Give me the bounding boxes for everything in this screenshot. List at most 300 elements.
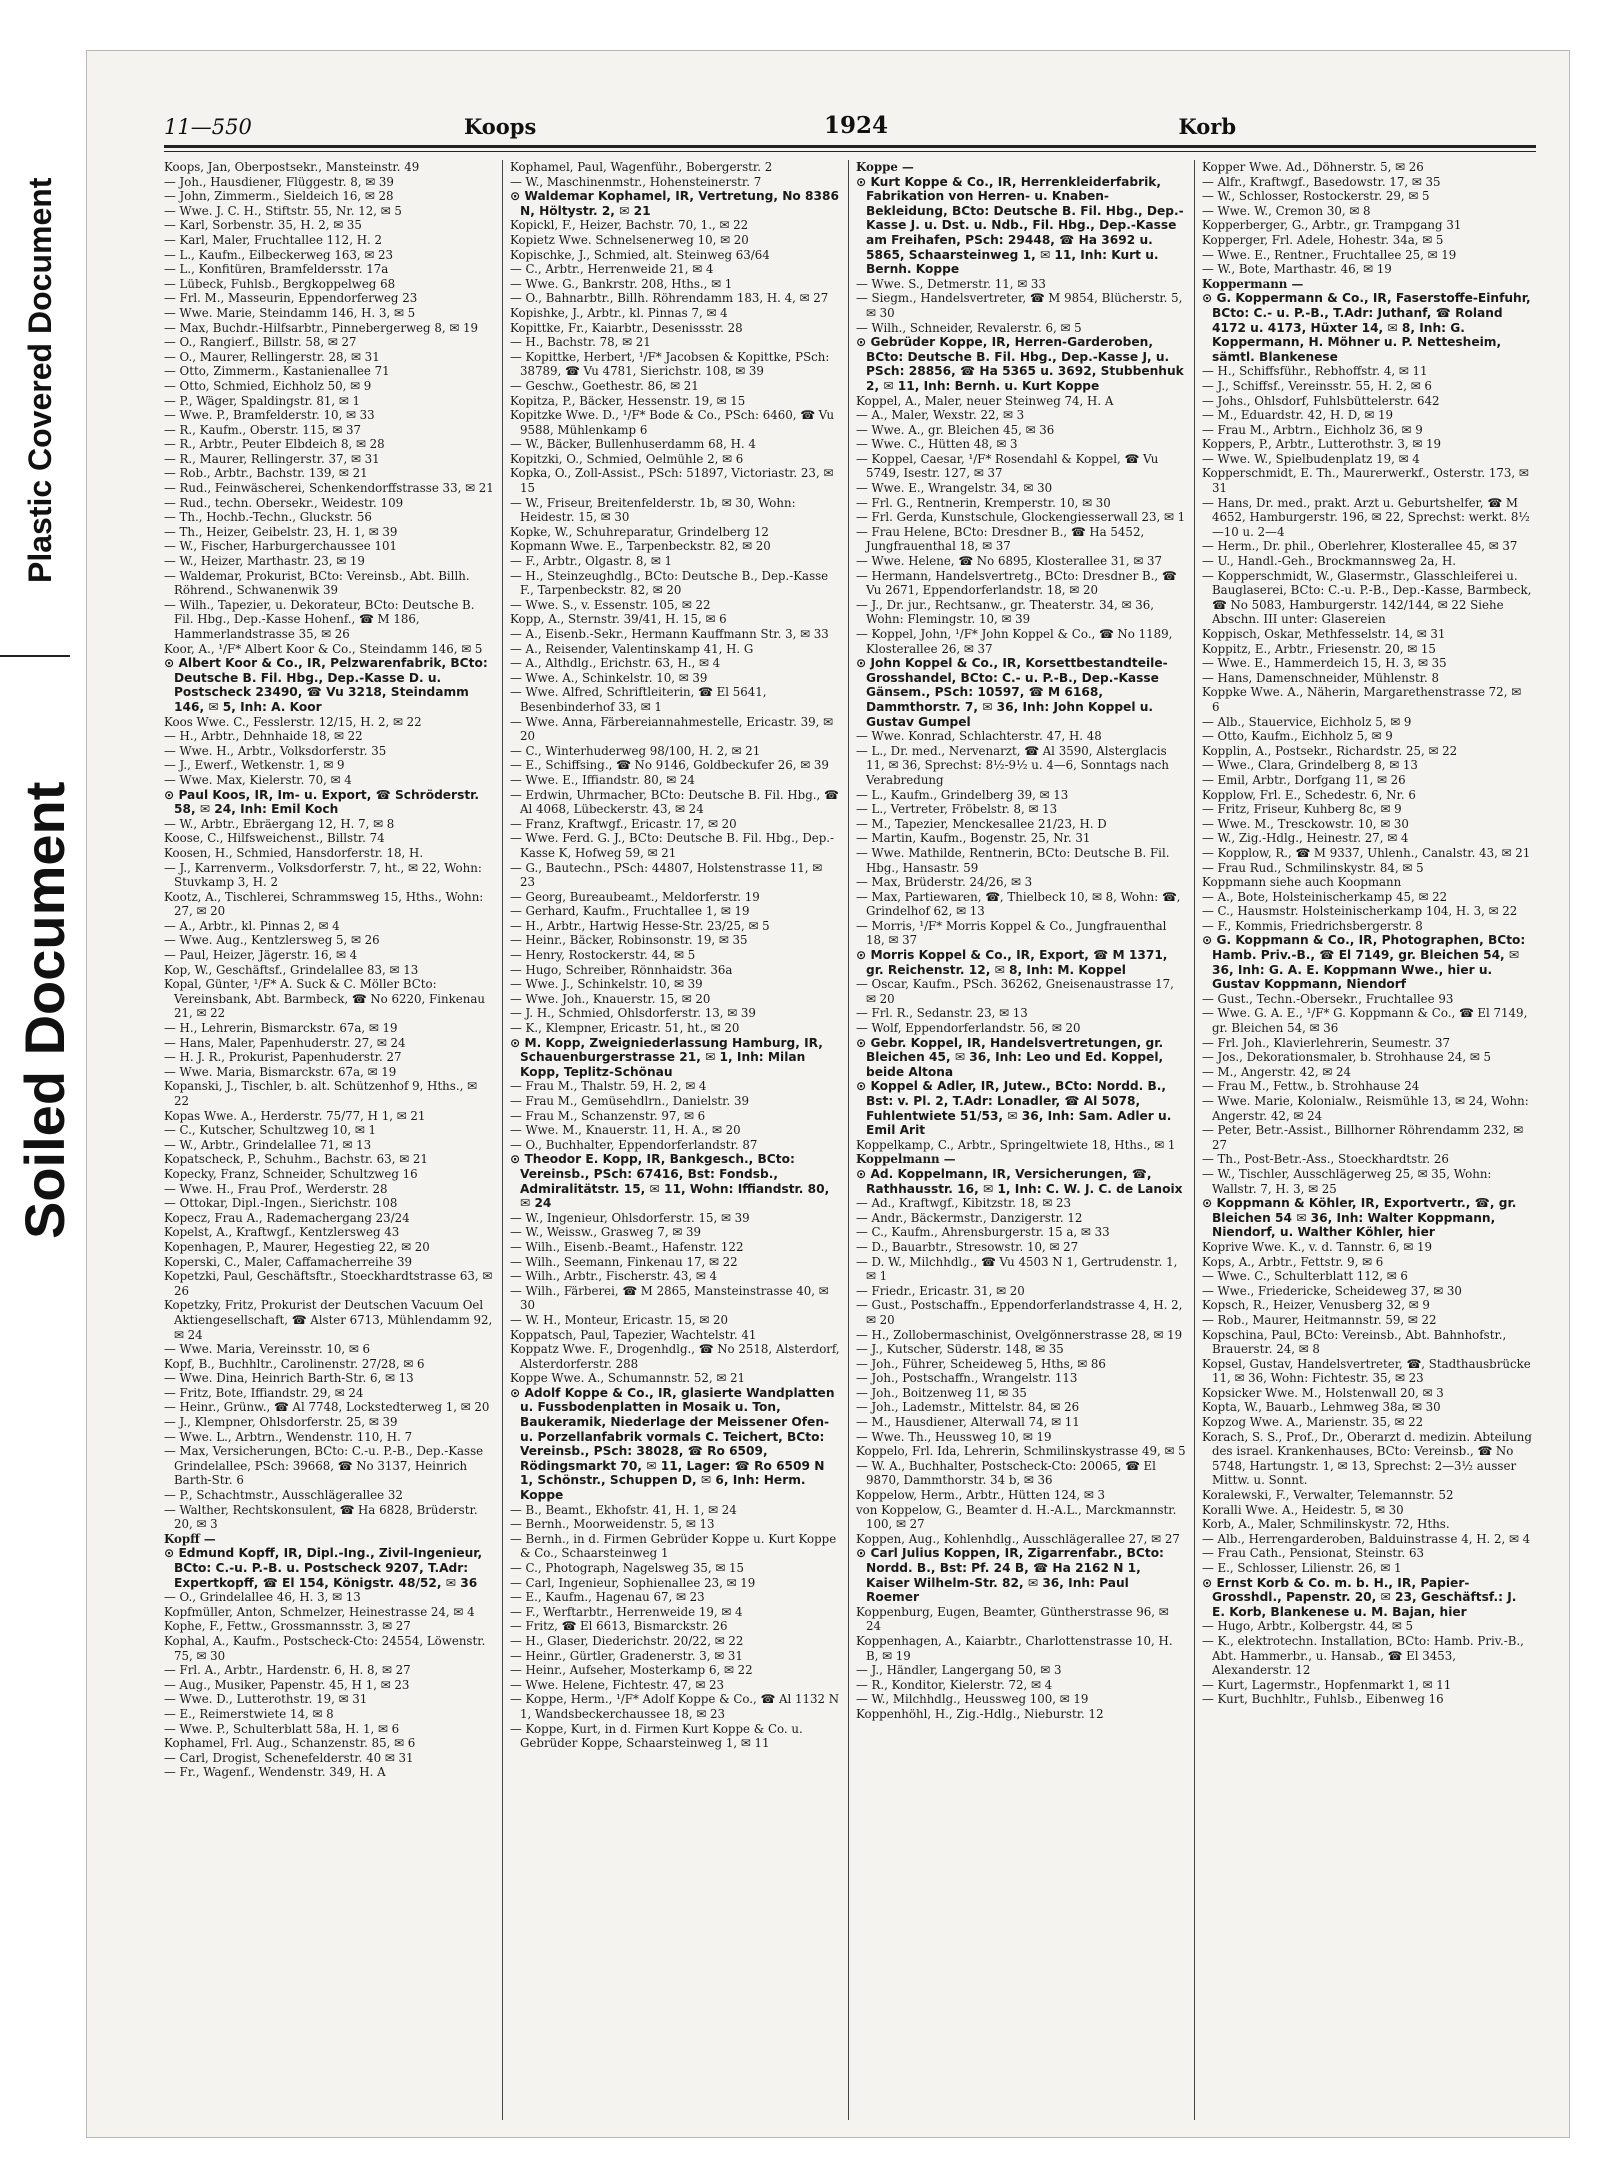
directory-entry: — W., Bote, Marthastr. 46, ✉ 19 [1202,262,1392,277]
directory-entry: — Wilh., Seemann, Finkenau 17, ✉ 22 [510,1254,738,1269]
directory-entry: Koralli Wwe. A., Heidestr. 5, ✉ 30 [1202,1502,1404,1517]
directory-entry: — Ottokar, Dipl.-Ingen., Sierichstr. 108 [164,1196,398,1211]
directory-entry: Kopf, B., Buchhltr., Carolinenstr. 27/28, ✉ 6 [164,1356,425,1371]
directory-entry: — Wwe. J., Schinkelstr. 10, ✉ 39 [510,977,703,992]
directory-entry: — Herm., Dr. phil., Oberlehrer, Klosterallee 45, ✉ 37 [1202,539,1518,554]
directory-entry: Koppmann siehe auch Koopmann [1202,875,1402,890]
directory-entry: — Frau M., Arbtrn., Eichholz 36, ✉ 9 [1202,422,1423,437]
directory-entry: — W. H., Monteur, Ericastr. 15, ✉ 20 [510,1312,729,1327]
directory-entry: — Wilh., Tapezier, u. Dekorateur, BCto: Deutsche B. Fil. Hbg., Dep.-Kasse Hohenf., ☎ M 186, Hammerlandstrasse 35, ✉ 26 [164,597,475,641]
directory-entry: — Koppel, John, ¹/F* John Koppel & Co., ☎ No 1189, Klosterallee 26, ✉ 37 [856,627,1173,656]
directory-entry: — Martin, Kaufm., Bogenstr. 25, Nr. 31 [856,831,1091,846]
directory-entry: — Walther, Rechtskonsulent, ☎ Ha 6828, Brüderstr. 20, ✉ 3 [164,1502,478,1532]
directory-entry: — Morris, ¹/F* Morris Koppel & Co., Jungfrauenthal 18, ✉ 37 [856,918,1167,948]
directory-entry: — M., Hausdiener, Alterwall 74, ✉ 11 [856,1415,1080,1430]
directory-entry: — J., Ewerf., Wetkenstr. 1, ✉ 9 [164,758,345,773]
directory-entry: — Wwe. M., Tresckowstr. 10, ✉ 30 [1202,816,1409,831]
directory-entry: — Paul, Heizer, Jägerstr. 16, ✉ 4 [164,948,358,963]
directory-entry: Kop, W., Geschäftsf., Grindelallee 83, ✉ 13 [164,962,419,977]
directory-entry: — Wwe. C., Schulterblatt 112, ✉ 6 [1202,1269,1408,1284]
directory-entry: — Peter, Betr.-Assist., Billhorner Röhrendamm 232, ✉ 27 [1202,1123,1524,1152]
directory-entry: — Frl. M., Masseurin, Eppendorferweg 23 [164,291,418,306]
directory-entry: Kopickl, F., Heizer, Bachstr. 70, 1., ✉ 22 [510,218,749,233]
directory-entry: — J., Schiffsf., Vereinsstr. 55, H. 2, ✉ 6 [1202,378,1432,393]
directory-entry: — P., Schachtmstr., Ausschlägerallee 32 [164,1488,403,1503]
directory-entry: — Karl, Maler, Fruchtallee 112, H. 2 [164,232,382,247]
directory-entry: ⊙ Gebr. Koppel, IR, Handelsvertretungen, gr. Bleichen 45, ✉ 36, Inh: Leo und Ed. Koppel, beide Altona [856,1035,1164,1079]
directory-entry: — Max, Partiewaren, ☎, Thielbeck 10, ✉ 8, Wohn: ☎, Grindelhof 62, ✉ 13 [856,889,1181,919]
directory-entry: — Bernh., in d. Firmen Gebrüder Koppe u. Kurt Koppe & Co., Schaarsteinweg 1 [510,1531,837,1561]
directory-entry: — L., Kaufm., Grindelberg 39, ✉ 13 [856,787,1069,802]
header-rule [164,151,1536,152]
directory-entry: Kopfmüller, Anton, Schmelzer, Heinestrasse 24, ✉ 4 [164,1604,475,1619]
directory-entry: — Wwe. Th., Heussweg 10, ✉ 19 [856,1429,1052,1444]
directory-entry: — Wwe. Helene, Fichtestr. 47, ✉ 23 [510,1677,725,1692]
directory-entry: — Georg, Bureaubeamt., Meldorferstr. 19 [510,889,760,904]
sidebar-divider [0,655,70,657]
directory-entry: — Frl. Gerda, Kunstschule, Glockengiesserwall 23, ✉ 1 [856,510,1186,525]
directory-entry: Kophe, F., Fettw., Grossmannsstr. 3, ✉ 27 [164,1619,411,1634]
directory-entry: — W., Arbtr., Grindelallee 71, ✉ 13 [164,1137,372,1152]
directory-entry: Kopp, A., Sternstr. 39/41, H. 15, ✉ 6 [510,612,727,627]
directory-entry: — Wwe. Helene, ☎ No 6895, Klosterallee 31, ✉ 37 [856,554,1163,569]
directory-entry: Kopitzke Wwe. D., ¹/F* Bode & Co., PSch: 6460, ☎ Vu 9588, Mühlenkamp 6 [510,408,835,437]
directory-entry: — Rob., Maurer, Heitmannstr. 59, ✉ 22 [1202,1312,1437,1327]
directory-entry: — A., Maler, Wexstr. 22, ✉ 3 [856,408,1025,423]
directory-entry: ⊙ Kurt Koppe & Co., IR, Herrenkleiderfabrik, Fabrikation von Herren- u. Knaben-Bekleidung, BCto: Deutsche B. Fil. Hbg., Dep.-Kasse J. u. Dst. u. Ndb., Fil. Hbg., Dep.-Kasse am Freihafen, PSch: 29448, ☎ Ha 3692 u. 5865, Schaarsteinweg 1, ✉ 11, Inh: Kurt u. Bernh. Koppe [856,174,1184,277]
directory-entry: — H., Zollobermaschinist, Ovelgönnerstrasse 28, ✉ 19 [856,1327,1183,1342]
directory-entry: — Hans, Dr. med., prakt. Arzt u. Geburtshelfer, ☎ M 4652, Hamburgerstr. 196, ✉ 22, Sprechst: werkt. 8½—10 u. 2—4 [1202,495,1530,539]
directory-entry: Koperski, C., Maler, Caffamacherreihe 39 [164,1254,413,1269]
directory-entry: — Wwe. Marie, Kolonialw., Reismühle 13, ✉ 24, Wohn: Angerstr. 42, ✉ 24 [1202,1094,1529,1123]
directory-entry: — O., Rangierf., Billstr. 58, ✉ 27 [164,335,357,350]
directory-entry: — O., Bahnarbtr., Billh. Röhrendamm 183, H. 4, ✉ 27 [510,291,829,306]
directory-entry: — Wilh., Arbtr., Fischerstr. 43, ✉ 4 [510,1269,718,1284]
directory-entry: Kopelst, A., Kraftwgf., Kentzlersweg 43 [164,1225,400,1240]
directory-entry: — Wwe. W., Cremon 30, ✉ 8 [1202,203,1371,218]
directory-entry: — Wwe. J. C. H., Stiftstr. 55, Nr. 12, ✉ 5 [164,203,402,218]
column-divider [848,160,849,2120]
directory-entry: — Wolf, Eppendorferlandstr. 56, ✉ 20 [856,1021,1081,1036]
directory-entry: — A., Althdlg., Erichstr. 63, H., ✉ 4 [510,656,721,671]
directory-entry: Kopper Wwe. Ad., Döhnerstr. 5, ✉ 26 [1202,160,1424,174]
directory-entry: ⊙ Waldemar Kophamel, IR, Vertretung, No 8386 N, Höltystr. 2, ✉ 21 [510,189,839,218]
directory-entry: — Rud., Feinwäscherei, Schenkendorffstrasse 33, ✉ 21 [164,481,494,496]
directory-entry: Koosen, H., Schmied, Hansdorferstr. 18, H. [164,845,424,860]
directory-entry: ⊙ Morris Koppel & Co., IR, Export, ☎ M 1371, gr. Reichenstr. 12, ✉ 8, Inh: M. Koppel [856,948,1168,977]
directory-entry: — Otto, Schmied, Eichholz 50, ✉ 9 [164,378,372,393]
last-entry-word: Korb [1178,114,1236,139]
directory-entry: — Friedr., Ericastr. 31, ✉ 20 [856,1283,1025,1298]
soiled-document-label: Soiled Document [13,781,76,1239]
directory-entry: ⊙ Edmund Kopff, IR, Dipl.-Ing., Zivil-Ingenieur, BCto: C.-u. P.-B. u. Postscheck 9207, T.Adr: Expertkopff, ☎ El 154, Königstr. 48/52, ✉ 36 [164,1546,483,1590]
directory-entry: Koppe — [856,160,914,174]
directory-entry: — Wwe. E., Rentner., Fruchtallee 25, ✉ 19 [1202,247,1457,262]
directory-entry: — J., Kutscher, Süderstr. 148, ✉ 35 [856,1342,1064,1357]
directory-columns [164,160,1536,2130]
directory-entry: — Emil, Arbtr., Dorfgang 11, ✉ 26 [1202,772,1406,787]
directory-entry: Koppenhöhl, H., Zig.-Hdlg., Nieburstr. 12 [856,1706,1104,1721]
directory-entry: — Hans, Damenschneider, Mühlenstr. 8 [1202,670,1440,685]
directory-entry: — Wwe. Aug., Kentzlersweg 5, ✉ 26 [164,933,380,948]
directory-entry: — Heinr., Gürtler, Gradenerstr. 3, ✉ 31 [510,1648,743,1663]
directory-entry: — Wilh., Schneider, Revalerstr. 6, ✉ 5 [856,320,1082,335]
directory-entry: Kopta, W., Bauarb., Lehmweg 38a, ✉ 30 [1202,1400,1441,1415]
directory-entry: — R., Konditor, Kielerstr. 72, ✉ 4 [856,1677,1053,1692]
directory-entry: Koppel, A., Maler, neuer Steinweg 74, H. A [856,393,1114,408]
column-3 [856,160,1186,2120]
directory-entry: — C., Winterhuderweg 98/100, H. 2, ✉ 21 [510,743,761,758]
directory-entry: — Heinr., Bäcker, Robinsonstr. 19, ✉ 35 [510,933,748,948]
directory-entry: — W., Schlosser, Rostockerstr. 29, ✉ 5 [1202,189,1430,204]
directory-entry: Kopplow, Frl. E., Schedestr. 6, Nr. 6 [1202,787,1416,802]
directory-entry: — Koppel, Caesar, ¹/F* Rosendahl & Koppel, ☎ Vu 5749, Isestr. 127, ✉ 37 [856,451,1159,481]
directory-entry: ⊙ Koppmann & Köhler, IR, Exportvertr., ☎, gr. Bleichen 54 ✉ 36, Inh: Walter Koppmann, Niendorf, u. Walther Köhler, hier [1202,1196,1517,1240]
directory-entry: — Th., Post-Betr.-Ass., Stoeckhardtstr. 26 [1202,1152,1449,1167]
directory-entry: Koppatz Wwe. F., Drogenhdlg., ☎ No 2518, Alsterdorf, Alsterdorferstr. 288 [510,1342,840,1371]
directory-entry: — Wwe. Joh., Knauerstr. 15, ✉ 20 [510,991,711,1006]
directory-entry: — Max, Brüderstr. 24/26, ✉ 3 [856,875,1033,890]
directory-entry: Kophamel, Paul, Wagenführ., Bobergerstr. 2 [510,160,773,174]
directory-entry: Koppermann — [1202,276,1304,291]
directory-entry: — Franz, Kraftwgf., Ericastr. 17, ✉ 20 [510,816,737,831]
directory-entry: — A., Bote, Holsteinischerkamp 45, ✉ 22 [1202,889,1448,904]
directory-entry: — Wwe. Alfred, Schriftleiterin, ☎ El 5641, Besenbinderhof 33, ✉ 1 [510,685,767,714]
directory-entry: — Wwe. H., Frau Prof., Werderstr. 28 [164,1181,388,1196]
directory-entry: — Rob., Arbtr., Bachstr. 139, ✉ 21 [164,466,368,481]
directory-entry: — Fr., Wagenf., Wendenstr. 349, H. A [164,1765,386,1780]
directory-entry: — E., Schlosser, Lilienstr. 26, ✉ 1 [1202,1561,1402,1575]
directory-entry: — H., Glaser, Diederichstr. 20/22, ✉ 22 [510,1633,744,1648]
directory-entry: ⊙ Theodor E. Kopp, IR, Bankgesch., BCto: Vereinsb., PSch: 67416, Bst: Fondsb., Admiralitätstr. 15, ✉ 11, Wohn: Iffiandstr. 80, ✉ 24 [510,1152,830,1211]
directory-entry: — Kurt, Buchhltr., Fuhlsb., Eibenweg 16 [1202,1692,1444,1707]
directory-entry: — Wwe. Dina, Heinrich Barth-Str. 6, ✉ 13 [164,1371,414,1386]
directory-entry: Korach, S. S., Prof., Dr., Oberarzt d. medizin. Abteilung des israel. Krankenhauses, BCto: Vereinsb., ☎ No 5748, Hartungstr. 1, ✉ 13, Sprechst: 2—3½ ausser Mittw. u. Sonnt. [1202,1429,1532,1488]
directory-entry: — L., Vertreter, Fröbelstr. 8, ✉ 13 [856,802,1058,817]
directory-entry: — Aug., Musiker, Papenstr. 45, H 1, ✉ 23 [164,1677,410,1692]
directory-entry: — Frl. G., Rentnerin, Kremperstr. 10, ✉ 30 [856,495,1111,510]
directory-entry: — Kopperschmidt, W., Glasermstr., Glasschleiferei u. Bauglaserei, BCto: C.-u. P.-B., Dep.-Kasse, Barmbeck, ☎ No 5083, Hamburgerstr. 142/144, ✉ 22 Siehe Abschn. III unter: Glasereien [1202,568,1532,627]
directory-entry: — W., Ingenieur, Ohlsdorferstr. 15, ✉ 39 [510,1210,750,1225]
directory-entry: — O., Maurer, Rellingerstr. 28, ✉ 31 [164,349,380,364]
directory-entry: Koppelmann — [856,1152,956,1167]
directory-entry: — W., Arbtr., Ebräergang 12, H. 7, ✉ 8 [164,816,395,831]
directory-entry: — Frl. A., Arbtr., Hardenstr. 6, H. 8, ✉ 27 [164,1663,411,1678]
directory-entry: — Frau Cath., Pensionat, Steinstr. 63 [1202,1546,1425,1561]
directory-entry: Koppelkamp, C., Arbtr., Springeltwiete 18, Hths., ✉ 1 [856,1137,1176,1152]
directory-entry: ⊙ G. Koppmann & Co., IR, Photographen, BCto: Hamb. Priv.-B., ☎ El 7149, gr. Bleichen 54, ✉ 36, Inh: G. A. E. Koppmann Wwe., hier u. Gustav Koppmann, Niendorf [1202,933,1526,992]
directory-entry: — Joh., Postschaffn., Wrangelstr. 113 [856,1371,1078,1386]
directory-year: 1924 [824,112,889,139]
directory-entry: — L., Konfitüren, Bramfeldersstr. 17a [164,262,389,277]
directory-entry: ⊙ John Koppel & Co., IR, Korsettbestandteile-Grosshandel, BCto: C.- u. P.-B., Dep.-Kasse Gänsem., PSch: 10597, ☎ M 6168, Dammthorstr. 7, ✉ 36, Inh: John Koppel u. Gustav Gumpel [856,656,1168,729]
directory-entry: — C., Kutscher, Schultzweg 10, ✉ 1 [164,1123,377,1138]
directory-entry: — Wwe. P., Schulterblatt 58a, H. 1, ✉ 6 [164,1721,400,1736]
directory-entry: Korb, A., Maler, Schmilinskystr. 72, Hths. [1202,1517,1450,1532]
directory-entry: Kopecz, Frau A., Rademachergang 23/24 [164,1210,410,1225]
directory-entry: — C., Photograph, Nagelsweg 35, ✉ 15 [510,1561,745,1575]
directory-entry: — Rud., techn. Obersekr., Weidestr. 109 [164,495,404,510]
directory-entry: — Frl. R., Sedanstr. 23, ✉ 13 [856,1006,1028,1021]
directory-entry: — Wwe. Marie, Steindamm 146, H. 3, ✉ 5 [164,305,416,320]
directory-entry: — Heinr., Grünw., ☎ Al 7748, Lockstedterweg 1, ✉ 20 [164,1400,490,1415]
directory-entry: — Gust., Techn.-Obersekr., Fruchtallee 93 [1202,991,1454,1006]
directory-entry: Koppisch, Oskar, Methfesselstr. 14, ✉ 31 [1202,627,1446,641]
directory-entry: — Gerhard, Kaufm., Fruchtallee 1, ✉ 19 [510,904,750,919]
directory-entry: — Wwe., Friedericke, Scheideweg 37, ✉ 30 [1202,1283,1462,1298]
directory-entry: — M., Eduardstr. 42, H. D, ✉ 19 [1202,408,1393,423]
directory-entry: — Wwe. L., Arbtrn., Wendenstr. 110, H. 7 [164,1429,413,1444]
directory-entry: — Wwe. D., Lutterothstr. 19, ✉ 31 [164,1692,368,1707]
directory-entry: — Hugo, Schreiber, Rönnhaidstr. 36a [510,962,733,977]
page-number: 11—550 [164,115,252,139]
directory-entry: — Wwe. Maria, Bismarckstr. 67a, ✉ 19 [164,1064,397,1079]
directory-entry: Koppers, P., Arbtr., Lutterothstr. 3, ✉ 19 [1202,437,1441,452]
directory-entry: — Th., Hochb.-Techn., Gluckstr. 56 [164,510,372,525]
directory-entry: — H., Schiffsführ., Rebhoffstr. 4, ✉ 11 [1202,364,1428,379]
directory-entry: — J., Karrenverm., Volksdorferstr. 7, ht., ✉ 22, Wohn: Stuvkamp 3, H. 2 [164,860,482,890]
directory-entry: Kopanski, J., Tischler, b. alt. Schützenhof 9, Hths., ✉ 22 [164,1079,477,1108]
directory-entry: Kopecky, Franz, Schneider, Schultzweg 16 [164,1166,418,1181]
directory-entry: Kopas Wwe. A., Herderstr. 75/77, H 1, ✉ 21 [164,1108,426,1123]
directory-entry: — Wwe. W., Spielbudenplatz 19, ✉ 4 [1202,451,1420,466]
directory-entry: — K., Klempner, Ericastr. 51, ht., ✉ 20 [510,1021,740,1036]
directory-entry: — Hugo, Arbtr., Kolbergstr. 44, ✉ 5 [1202,1619,1414,1634]
directory-entry: — W., Zig.-Hdlg., Heinestr. 27, ✉ 4 [1202,831,1409,846]
directory-entry: — W., Weissw., Grasweg 7, ✉ 39 [510,1225,702,1240]
directory-entry: — Johs., Ohlsdorf, Fuhlsbüttelerstr. 642 [1202,393,1440,408]
directory-entry: — Heinr., Aufseher, Mosterkamp 6, ✉ 22 [510,1663,753,1678]
directory-entry: — W. A., Buchhalter, Postscheck-Cto: 20065, ☎ El 9870, Dammthorstr. 34 b, ✉ 36 [856,1458,1156,1488]
directory-entry: — C., Arbtr., Herrenweide 21, ✉ 4 [510,262,714,277]
directory-entry: Kopsel, Gustav, Handelsvertreter, ☎, Stadthausbrücke 11, ✉ 36, Wohn: Fichtestr. 35, ✉ 23 [1202,1356,1531,1386]
directory-entry: — Otto, Zimmerm., Kastanienallee 71 [164,364,390,379]
directory-entry: — Wwe. E., Hammerdeich 15, H. 3, ✉ 35 [1202,656,1447,671]
column-1 [164,160,494,2120]
directory-entry: — E., Kaufm., Hagenau 67, ✉ 23 [510,1590,705,1605]
directory-entry: — L., Kaufm., Eilbeckerweg 163, ✉ 23 [164,247,393,262]
directory-entry: — Wwe. H., Arbtr., Volksdorferstr. 35 [164,743,387,758]
directory-entry: — R., Maurer, Rellingerstr. 37, ✉ 31 [164,451,380,466]
directory-entry: — W., Milchhdlg., Heussweg 100, ✉ 19 [856,1692,1089,1707]
directory-entry: — Jos., Dekorationsmaler, b. Strohhause 24, ✉ 5 [1202,1050,1492,1065]
directory-entry: — A., Reisender, Valentinskamp 41, H. G [510,641,754,656]
directory-entry: — Fritz, Bote, Iffiandstr. 29, ✉ 24 [164,1385,364,1400]
column-4 [1202,160,1532,2120]
directory-entry: ⊙ Adolf Koppe & Co., IR, glasierte Wandplatten u. Fussbodenplatten in Mosaik u. Ton, Baukeramik, Niederlage der Meissener Ofen- u. Porzellanfabrik vormals C. Teichert, BCto: Vereinsb., PSch: 38028, ☎ Ro 6509, Rödingsmarkt 70, ✉ 11, Lager: ☎ Ro 6509 N 1, Schönstr., Schuppen D, ✉ 6, Inh: Herm. Koppe [510,1385,835,1503]
directory-entry: — Kopplow, R., ☎ M 9337, Uhlenh., Canalstr. 43, ✉ 21 [1202,845,1531,860]
directory-entry: — A., Arbtr., kl. Pinnas 2, ✉ 4 [164,918,340,933]
directory-entry: Kopperschmidt, E. Th., Maurerwerkf., Osterstr. 173, ✉ 31 [1202,466,1529,496]
directory-entry: Koppe Wwe. A., Schumannstr. 52, ✉ 21 [510,1371,745,1386]
directory-entry: Koppelow, Herm., Arbtr., Hütten 124, ✉ 3 [856,1488,1105,1503]
directory-entry: Koops, Jan, Oberpostsekr., Mansteinstr. 49 [164,160,420,174]
directory-entry: — Wwe. G. A. E., ¹/F* G. Koppmann & Co., ☎ El 7149, gr. Bleichen 54, ✉ 36 [1202,1006,1528,1036]
directory-entry: — Otto, Kaufm., Eichholz 5, ✉ 9 [1202,729,1393,744]
directory-entry: Kopatscheck, P., Schuhm., Bachstr. 63, ✉ 21 [164,1152,428,1167]
directory-entry: — Koppe, Kurt, in d. Firmen Kurt Koppe & Co. u. Gebrüder Koppe, Schaarsteinweg 1, ✉ 11 [510,1721,803,1751]
directory-entry: — Wwe. M., Knauerstr. 11, H. A., ✉ 20 [510,1123,741,1138]
directory-entry: — Lübeck, Fuhlsb., Bergkoppelweg 68 [164,276,396,291]
directory-entry: — B., Beamt., Ekhofstr. 41, H. 1, ✉ 24 [510,1502,737,1517]
scan-right-margin [1570,50,1600,2138]
directory-entry: Kopplin, A., Postsekr., Richardstr. 25, ✉ 22 [1202,743,1458,758]
directory-entry: — M., Tapezier, Menckesallee 21/23, H. D [856,816,1107,831]
directory-entry: — Waldemar, Prokurist, BCto: Vereinsb., Abt. Billh. Röhrend., Schwanenwik 39 [164,568,470,598]
directory-entry: Kopietz Wwe. Schnelsenerweg 10, ✉ 20 [510,232,749,247]
directory-entry: Kopzog Wwe. A., Marienstr. 35, ✉ 22 [1202,1415,1424,1430]
directory-entry: — W., Fischer, Harburgerchaussee 101 [164,539,397,554]
directory-entry: Kopmann Wwe. E., Tarpenbeckstr. 82, ✉ 20 [510,539,771,554]
directory-entry: ⊙ M. Kopp, Zweigniederlassung Hamburg, IR, Schauenburgerstrasse 21, ✉ 1, Inh: Milan Kopp, Teplitz-Schönau [510,1035,823,1079]
directory-entry: — Wwe., Clara, Grindelberg 8, ✉ 13 [1202,758,1418,773]
directory-entry: Kopschina, Paul, BCto: Vereinsb., Abt. Bahnhofstr., Brauerstr. 24, ✉ 8 [1202,1327,1507,1357]
directory-entry: — Wwe. Max, Kielerstr. 70, ✉ 4 [164,772,352,787]
directory-entry: — Carl, Drogist, Schenefelderstr. 40 ✉ 31 [164,1750,414,1765]
directory-entry: Kopishke, J., Arbtr., kl. Pinnas 7, ✉ 4 [510,305,728,320]
directory-entry: — O., Grindelallee 46, H. 3, ✉ 13 [164,1590,361,1605]
directory-entry: — Wwe. Mathilde, Rentnerin, BCto: Deutsche B. Fil. Hbg., Hansastr. 59 [856,845,1170,875]
directory-entry: — Ad., Kraftwgf., Kibitzstr. 18, ✉ 23 [856,1196,1071,1211]
directory-entry: Koprive Wwe. K., v. d. Tannstr. 6, ✉ 19 [1202,1239,1433,1254]
directory-entry: Koppelo, Frl. Ida, Lehrerin, Schmilinskystrasse 49, ✉ 5 [856,1444,1186,1459]
directory-entry: Kopetzky, Fritz, Prokurist der Deutschen Vacuum Oel Aktiengesellschaft, ☎ Alster 6713, Mühlendamm 92, ✉ 24 [164,1298,493,1342]
directory-entry: — Th., Heizer, Geibelstr. 23, H. 1, ✉ 39 [164,524,398,539]
directory-entry: Kopischke, J., Schmied, alt. Steinweg 63/64 [510,247,770,262]
directory-entry: Koppen, Aug., Kohlenhdlg., Ausschlägerallee 27, ✉ 27 [856,1531,1180,1546]
directory-entry: — Wwe. A., gr. Bleichen 45, ✉ 36 [856,422,1055,437]
directory-entry: — H., Steinzeughdlg., BCto: Deutsche B., Dep.-Kasse F., Tarpenbeckstr. 82, ✉ 20 [510,568,829,598]
directory-entry: Kopperberger, G., Arbtr., gr. Trampgang 31 [1202,218,1462,233]
directory-entry: — Kurt, Lagermstr., Hopfenmarkt 1, ✉ 11 [1202,1677,1452,1692]
directory-entry: — Wwe. C., Hütten 48, ✉ 3 [856,437,1018,452]
directory-entry: — Bernh., Moorweidenstr. 5, ✉ 13 [510,1517,715,1532]
directory-entry: — G., Bautechn., PSch: 44807, Holstenstrasse 11, ✉ 23 [510,860,823,890]
column-2 [510,160,840,2120]
directory-entry: — Oscar, Kaufm., PSch. 36262, Gneisenaustrasse 17, ✉ 20 [856,977,1174,1006]
directory-entry: — Wwe. G., Bankrstr. 208, Hths., ✉ 1 [510,276,733,291]
directory-entry: — Frl. Joh., Klavierlehrerin, Seumestr. 37 [1202,1035,1450,1050]
directory-entry: — Joh., Lademstr., Mittelstr. 84, ✉ 26 [856,1400,1080,1415]
directory-entry: ⊙ Carl Julius Koppen, IR, Zigarrenfabr., BCto: Nordd. B., Bst: Pf. 24 B, ☎ Ha 2162 N 1, Kaiser Wilhelm-Str. 82, ✉ 36, Inh: Paul Roemer [856,1546,1164,1605]
directory-entry: Koppke Wwe. A., Näherin, Margarethenstrasse 72, ✉ 6 [1202,685,1522,714]
directory-entry: — W., Maschinenmstr., Hohensteinerstr. 7 [510,174,762,189]
directory-entry: — Wwe. P., Bramfelderstr. 10, ✉ 33 [164,408,375,423]
directory-entry: — Fritz, Friseur, Kuhberg 8c, ✉ 9 [1202,802,1402,817]
directory-entry: — A., Eisenb.-Sekr., Hermann Kauffmann Str. 3, ✉ 33 [510,627,829,641]
directory-entry: — J., Klempner, Ohlsdorferstr. 25, ✉ 39 [164,1415,398,1430]
first-entry-word: Koops [464,114,537,139]
directory-entry: Koppenhagen, A., Kaiarbtr., Charlottenstrasse 10, H. B, ✉ 19 [856,1633,1173,1663]
directory-entry: — C., Kaufm., Ahrensburgerstr. 15 a, ✉ 33 [856,1225,1110,1240]
directory-entry: ⊙ Ad. Koppelmann, IR, Versicherungen, ☎, Rathhausstr. 16, ✉ 1, Inh: C. W. J. C. de Lanoix [856,1166,1183,1196]
directory-entry: — Frau M., Schanzenstr. 97, ✉ 6 [510,1108,706,1123]
directory-entry: — Hans, Maler, Papenhuderstr. 27, ✉ 24 [164,1035,406,1050]
directory-entry: Kopenhagen, P., Maurer, Hegestieg 22, ✉ 20 [164,1239,430,1254]
directory-entry: — W., Friseur, Breitenfelderstr. 1b, ✉ 30, Wohn: Heidestr. 15, ✉ 30 [510,495,796,525]
directory-entry: — E., Schiffsing., ☎ No 9146, Goldbeckufer 26, ✉ 39 [510,758,829,773]
directory-entry: — Joh., Hausdiener, Flüggestr. 8, ✉ 39 [164,174,394,189]
directory-entry: — Wwe. Konrad, Schlachterstr. 47, H. 48 [856,729,1102,744]
directory-entry: Koppatsch, Paul, Tapezier, Wachtelstr. 41 [510,1327,757,1342]
directory-entry: Kopitzki, O., Schmied, Oelmühle 2, ✉ 6 [510,451,744,466]
directory-entry: — H., Bachstr. 78, ✉ 21 [510,335,651,350]
directory-entry: — Frau Helene, BCto: Dresdner B., ☎ Ha 5452, Jungfrauenthal 18, ✉ 37 [856,524,1145,554]
directory-entry: Kopperger, Frl. Adele, Hohestr. 34a, ✉ 5 [1202,232,1444,247]
directory-entry: Koos Wwe. C., Fesslerstr. 12/15, H. 2, ✉ 22 [164,714,422,729]
directory-entry: — Geschw., Goethestr. 86, ✉ 21 [510,378,699,393]
directory-entry: — Wwe. S., v. Essenstr. 105, ✉ 22 [510,597,711,612]
directory-entry: Kopke, W., Schuhreparatur, Grindelberg 12 [510,524,769,539]
directory-entry: — Fritz, ☎ El 6613, Bismarckstr. 26 [510,1619,728,1634]
directory-entry: — Siegm., Handelsvertreter, ☎ M 9854, Blücherstr. 5, ✉ 30 [856,291,1183,320]
directory-entry: Koppitz, E., Arbtr., Friesenstr. 20, ✉ 15 [1202,641,1436,656]
column-divider [502,160,503,2120]
directory-entry: Koor, A., ¹/F* Albert Koor & Co., Steindamm 146, ✉ 5 [164,641,483,656]
directory-entry: — W., Tischler, Ausschlägerweg 25, ✉ 35, Wohn: Wallstr. 7, H. 3, ✉ 25 [1202,1166,1492,1196]
directory-entry: — Wwe. Maria, Vereinsstr. 10, ✉ 6 [164,1342,371,1357]
directory-entry: Kopsicker Wwe. M., Holstenwall 20, ✉ 3 [1202,1385,1444,1400]
directory-entry: — E., Reimerstwiete 14, ✉ 8 [164,1706,334,1721]
directory-entry: — D. W., Milchhdlg., ☎ Vu 4503 N 1, Gertrudenstr. 1, ✉ 1 [856,1254,1178,1284]
directory-entry: — Henry, Rostockerstr. 44, ✉ 5 [510,948,696,963]
directory-entry: ⊙ Ernst Korb & Co. m. b. H., IR, Papier-Grosshdl., Papenstr. 20, ✉ 23, Geschäftsf.: J. E. Korb, Blankenese u. M. Bajan, hier [1202,1575,1517,1619]
directory-entry: von Koppelow, G., Beamter d. H.-A.L., Marckmannstr. 100, ✉ 27 [856,1502,1177,1532]
directory-entry: — Wwe. E., Iffiandstr. 80, ✉ 24 [510,772,695,787]
directory-entry: — Frau M., Gemüsehdlrn., Danielstr. 39 [510,1094,749,1108]
directory-entry: Koose, C., Hilfsweichenst., Billstr. 74 [164,831,385,846]
directory-entry: — Joh., Boitzenweg 11, ✉ 35 [856,1385,1027,1400]
directory-entry: — Joh., Führer, Scheideweg 5, Hths, ✉ 86 [856,1356,1106,1371]
directory-entry: — H., Lehrerin, Bismarckstr. 67a, ✉ 19 [164,1021,398,1036]
page-header [164,108,1536,148]
directory-entry: — O., Buchhalter, Eppendorferlandstr. 87 [510,1137,758,1152]
directory-entry: — Hermann, Handelsvertretg., BCto: Dresdner B., ☎ Vu 2671, Eppendorferlandstr. 18, ✉ 20 [856,568,1177,598]
directory-entry: — Alfr., Kraftwgf., Basedowstr. 17, ✉ 35 [1202,174,1441,189]
directory-entry: — J., Händler, Langergang 50, ✉ 3 [856,1663,1062,1678]
directory-entry: — C., Hausmstr. Holsteinischerkamp 104, H. 3, ✉ 22 [1202,904,1518,919]
directory-entry: ⊙ Gebrüder Koppe, IR, Herren-Garderoben, BCto: Deutsche B. Fil. Hbg., Dep.-Kasse J, u. PSch: 28856, ☎ Ha 5365 u. 3692, Stubbenhuk 2, ✉ 11, Inh: Bernh. u. Kurt Koppe [856,335,1184,393]
directory-entry: — W., Heizer, Marthastr. 23, ✉ 19 [164,554,365,569]
directory-entry: — Carl, Ingenieur, Sophienallee 23, ✉ 19 [510,1575,756,1590]
directory-entry: ⊙ Koppel & Adler, IR, Jutew., BCto: Nordd. B., Bst: v. Pl. 2, T.Adr: Lonadler, ☎ Al 5078, Fuhlentwiete 51/53, ✉ 36, Inh: Sam. Adler u. Emil Arit [856,1079,1172,1138]
directory-entry: — F., Werftarbtr., Herrenweide 19, ✉ 4 [510,1604,743,1619]
directory-entry: Kopal, Günter, ¹/F* A. Suck & C. Möller BCto: Vereinsbank, Abt. Barmbeck, ☎ No 6220, Finkenau 21, ✉ 22 [164,977,485,1021]
directory-entry: — K., elektrotechn. Installation, BCto: Hamb. Priv.-B., Abt. Hammerbr., u. Hansab., ☎ El 3453, Alexanderstr. 12 [1202,1633,1524,1678]
directory-entry: — Wwe. S., Detmerstr. 11, ✉ 33 [856,276,1046,291]
directory-entry: — Karl, Sorbenstr. 35, H. 2, ✉ 35 [164,218,362,233]
directory-entry: Kopittke, Fr., Kaiarbtr., Desenissstr. 28 [510,320,743,335]
directory-entry: Kopsch, R., Heizer, Venusberg 32, ✉ 9 [1202,1298,1430,1313]
scan-sidebar [0,0,76,2177]
directory-entry: Kophamel, Frl. Aug., Schanzenstr. 85, ✉ 6 [164,1736,416,1751]
directory-entry: Koralewski, F., Verwalter, Telemannstr. 52 [1202,1488,1454,1503]
directory-entry: — Frau Rud., Schmilinskystr. 84, ✉ 5 [1202,860,1424,875]
directory-entry: — Wwe. E., Wrangelstr. 34, ✉ 30 [856,481,1053,496]
directory-entry: — Andr., Bäckermstr., Danzigerstr. 12 [856,1210,1083,1225]
directory-entry: — Max, Versicherungen, BCto: C.-u. P.-B., Dep.-Kasse Grindelallee, PSch: 39668, ☎ No 3137, Heinrich Barth-Str. 6 [164,1444,484,1488]
directory-entry: — Max, Buchdr.-Hilfsarbtr., Pinnebergerweg 8, ✉ 19 [164,320,478,335]
directory-entry: — Wilh., Eisenb.-Beamt., Hafenstr. 122 [510,1239,744,1254]
directory-entry: Kootz, A., Tischlerei, Schrammsweg 15, Hths., Wohn: 27, ✉ 20 [164,889,484,919]
directory-entry: — M., Angerstr. 42, ✉ 24 [1202,1064,1351,1079]
directory-entry: — Alb., Stauervice, Eichholz 5, ✉ 9 [1202,714,1412,729]
directory-entry: — H., Arbtr., Dehnhaide 18, ✉ 22 [164,729,363,744]
directory-entry: — L., Dr. med., Nervenarzt, ☎ Al 3590, Alsterglacis 11, ✉ 36, Sprechst: 8½-9½ u. 4—6, Sonntags nach Verabredung [856,743,1169,787]
directory-entry: Kopff — [164,1531,216,1546]
directory-page [86,50,1570,2138]
directory-entry: — J., Dr. jur., Rechtsanw., gr. Theaterstr. 34, ✉ 36, Wohn: Flemingstr. 10, ✉ 39 [856,597,1154,627]
